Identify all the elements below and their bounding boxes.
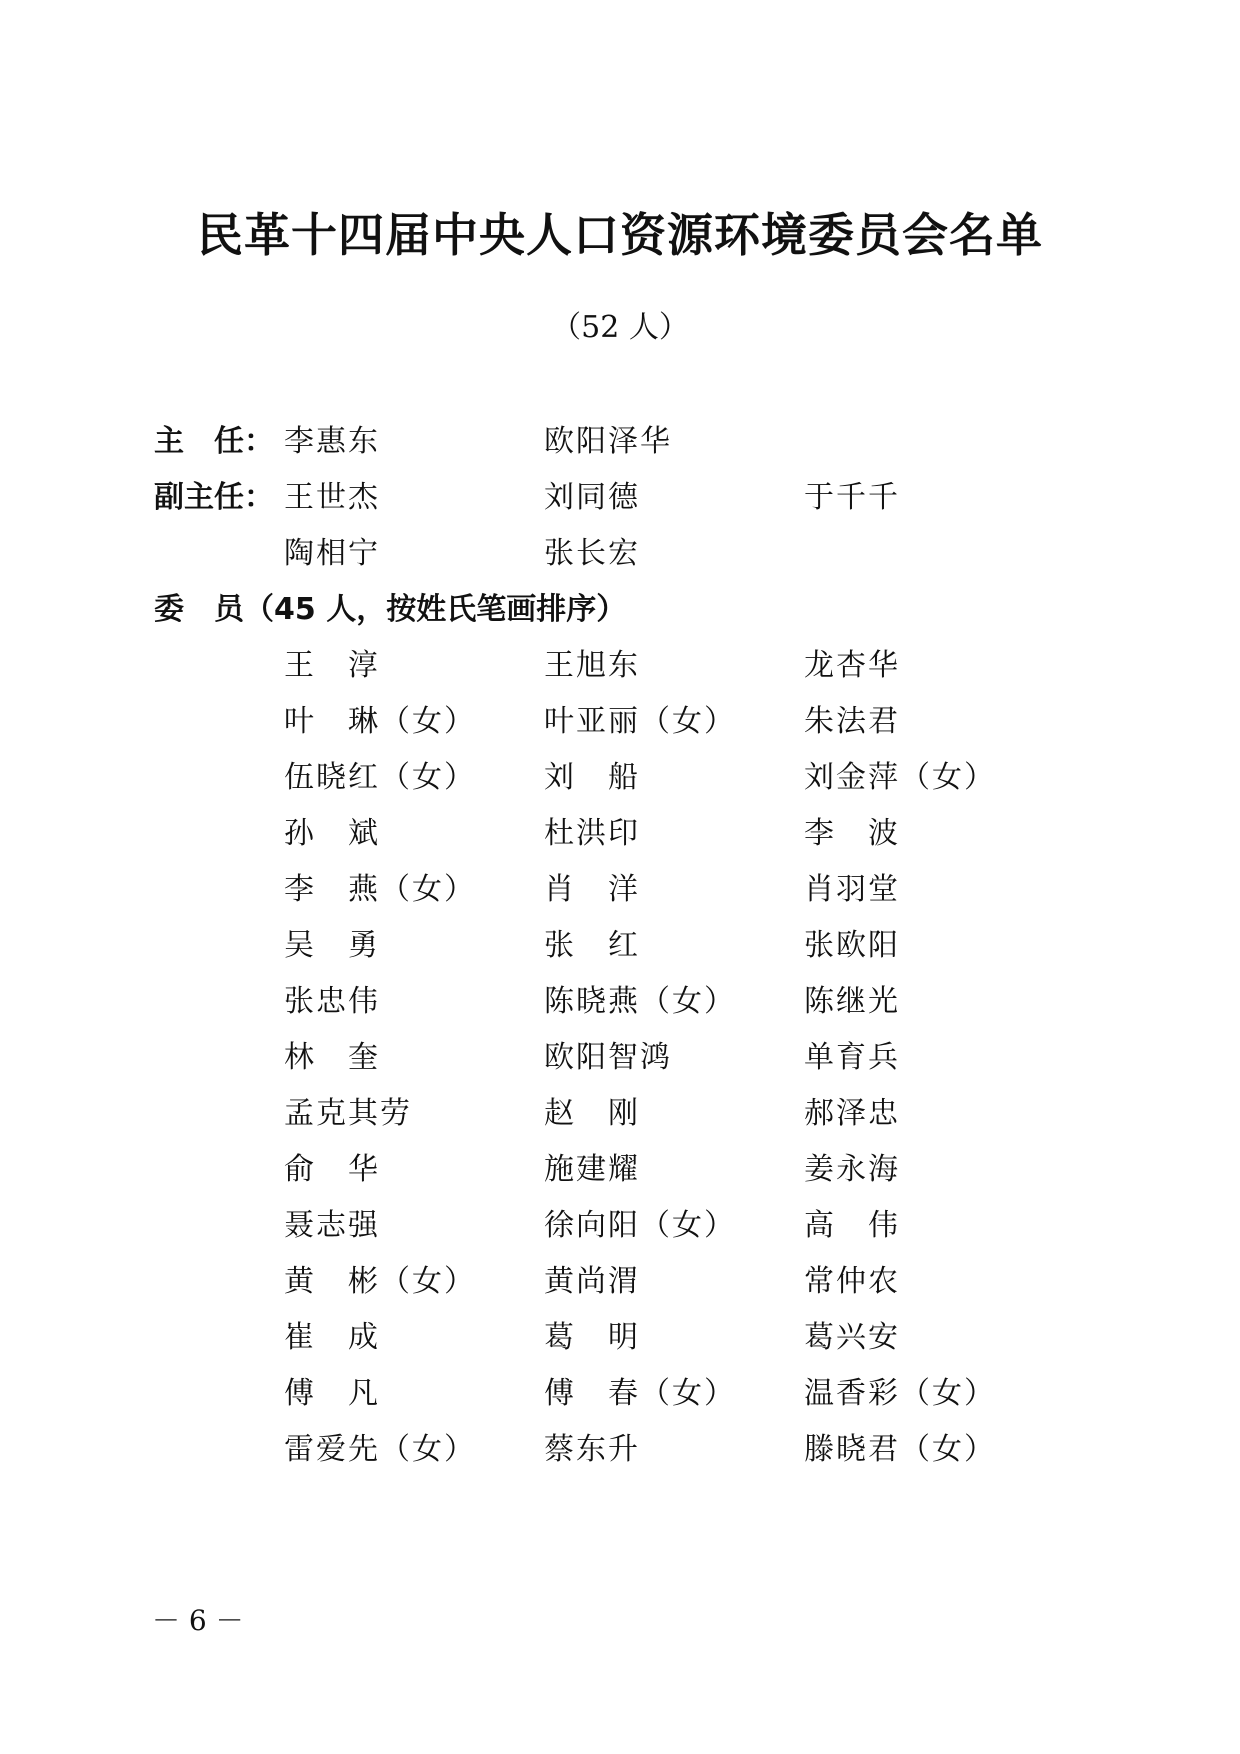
member-row [0,1038,1240,1094]
member-row [0,1262,1240,1318]
member-row [0,1374,1240,1430]
member-name: 施建耀 [544,1152,640,1187]
member-name: 傅 凡 [284,1376,380,1411]
member-name: 蔡东升 [544,1432,640,1467]
member-name: 聂志强 [284,1208,380,1243]
member-name: 陈继光 [804,984,900,1019]
deputy-row [0,534,1240,590]
member-row [0,1318,1240,1374]
member-row [0,870,1240,926]
member-name: 刘 船 [544,760,640,795]
deputy-row [0,478,1240,534]
member-name: 伍晓红（女） [284,760,476,795]
member-name: 张忠伟 [284,984,380,1019]
member-name: 陈晓燕（女） [544,984,736,1019]
member-name: 黄 彬（女） [284,1264,476,1299]
director-name: 李惠东 [284,424,380,459]
member-name: 崔 成 [284,1320,380,1355]
deputy-name: 张长宏 [544,536,640,571]
member-row [0,702,1240,758]
member-row [0,1150,1240,1206]
total-count: （52 人） [551,310,689,345]
member-name: 姜永海 [804,1152,900,1187]
member-name: 傅 春（女） [544,1376,736,1411]
member-name: 朱法君 [804,704,900,739]
member-name: 葛 明 [544,1320,640,1355]
member-name: 杜洪印 [544,816,640,851]
members-heading: 委 员（45 人，按姓氏笔画排序） [154,592,627,627]
member-row [0,758,1240,814]
member-name: 叶 琳（女） [284,704,476,739]
member-name: 欧阳智鸿 [544,1040,672,1075]
member-name: 常仲农 [804,1264,900,1299]
member-name: 孙 斌 [284,816,380,851]
deputy-name: 刘同德 [544,480,640,515]
members-heading-row [0,590,1240,646]
member-row [0,1094,1240,1150]
page-number: － 6 － [152,1604,244,1637]
deputy-name: 陶相宁 [284,536,380,571]
member-name: 雷爱先（女） [284,1432,476,1467]
member-row [0,926,1240,982]
director-name: 欧阳泽华 [544,424,672,459]
member-name: 刘金萍（女） [804,760,996,795]
member-name: 赵 刚 [544,1096,640,1131]
member-name: 单育兵 [804,1040,900,1075]
member-row [0,982,1240,1038]
member-name: 李 波 [804,816,900,851]
member-name: 张欧阳 [804,928,900,963]
member-name: 肖羽堂 [804,872,900,907]
member-name: 王 淳 [284,648,380,683]
member-name: 张 红 [544,928,640,963]
member-name: 葛兴安 [804,1320,900,1355]
deputy-name: 王世杰 [284,480,380,515]
member-name: 高 伟 [804,1208,900,1243]
deputy-role-label: 副主任： [154,480,274,515]
member-name: 龙杏华 [804,648,900,683]
member-row [0,1206,1240,1262]
member-name: 徐向阳（女） [544,1208,736,1243]
member-name: 滕晓君（女） [804,1432,996,1467]
member-name: 郝泽忠 [804,1096,900,1131]
deputy-name: 于千千 [804,480,900,515]
member-name: 吴 勇 [284,928,380,963]
page-title: 民革十四届中央人口资源环境委员会名单 [197,208,1043,262]
member-name: 肖 洋 [544,872,640,907]
director-row [0,422,1240,478]
member-name: 李 燕（女） [284,872,476,907]
member-name: 俞 华 [284,1152,380,1187]
member-name: 林 奎 [284,1040,380,1075]
member-name: 叶亚丽（女） [544,704,736,739]
member-name: 孟克其劳 [284,1096,412,1131]
member-row [0,646,1240,702]
member-name: 王旭东 [544,648,640,683]
member-name: 温香彩（女） [804,1376,996,1411]
member-row [0,1430,1240,1486]
director-role-label: 主 任： [154,424,274,459]
member-name: 黄尚渭 [544,1264,640,1299]
member-row [0,814,1240,870]
